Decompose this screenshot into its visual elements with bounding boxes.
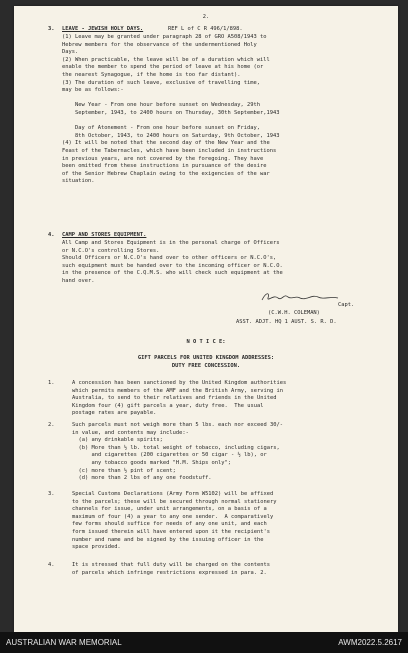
text-line: Feast of the Tabernacles, which have been included in instructions (62, 148, 277, 154)
text-line: Hebrew members for the observance of the undermentioned Holy (62, 41, 257, 48)
text-line: may be as follows:- (62, 87, 124, 94)
text-line: and cigarettes (200 cigarettes or 50 cigar - ½ lb), or (72, 452, 267, 459)
footer-institution: AUSTRALIAN WAR MEMORIAL (6, 638, 122, 647)
text-line: (b) More than ½ lb. total weight of tobacco, including cigars, (72, 444, 280, 451)
text-line: to the parcels; these will be secured through normal stationery (72, 498, 277, 505)
text-line: space provided. (72, 544, 121, 551)
notice-item-number: 4. (48, 562, 55, 568)
text-line: the nearest Synagogue, if the home is too far distant). (62, 72, 241, 78)
text-line: (2) When practicable, the leave will be of a duration which will (62, 56, 270, 63)
text-line: of parcels which infringe restrictions expressed in para. 2. (72, 569, 267, 576)
notice-subheading-2: DUTY FREE CONCESSION. (171, 363, 241, 369)
text-line: such equipment must be handed over to the incoming officer or N.C.O. (62, 262, 283, 269)
text-line: form issued therein will have entered upon it the recipient's (72, 529, 270, 535)
archive-footer (0, 632, 408, 653)
text-line: in value, and contents may include:- (72, 429, 189, 436)
text-line: September, 1943, to 2400 hours on Thursday, 30th September,1943 (62, 110, 280, 116)
text-line: or N.C.O's controlling Stores. (62, 247, 160, 254)
text-line: Australia, to send to their relatives and friends in the United (72, 395, 277, 402)
text-line: postage rates are payable. (72, 410, 157, 417)
notice-item-number: 1. (48, 380, 55, 386)
section-4-heading: CAMP AND STORES EQUIPMENT. (62, 232, 147, 238)
text-line: which permits members of the AMF and the British Army, serving in (72, 387, 283, 394)
section-4-number: 4. (48, 232, 55, 238)
text-line: in the presence of the C.Q.M.S. who will check such equipment at the (62, 270, 283, 277)
signature-title: ASST. ADJT. HQ 1 AUST. S. R. D. (236, 319, 337, 325)
notice-heading: N O T I C E: (186, 339, 226, 345)
text-line: number and name and be signed by the issuing officer in the (72, 536, 264, 543)
section-3-number: 3. (48, 26, 55, 32)
text-line: (1) Leave may be granted under paragraph 28 of GRO A508/1943 to (62, 34, 267, 40)
text-line: in previous years, are not covered by the foregoing. They have (62, 155, 264, 162)
text-line: Special Customs Declarations (Army Form W5102) will be affixed (72, 491, 274, 497)
section-3-heading: LEAVE - JEWISH HOLY DAYS. (62, 26, 144, 32)
text-line: (4) It will be noted that the second day of the New Year and the (62, 140, 270, 147)
text-line: All Camp and Stores Equipment is in the personal charge of Officers (62, 240, 280, 246)
text-line: few forms should suffice for needs of any one unit, and each (72, 521, 267, 528)
text-line: enable the member to spend the period of leave at his home (or (62, 64, 264, 71)
text-line: channels for issue, under unit arrangements, on a basis of a (72, 506, 267, 513)
notice-item-number: 3. (48, 491, 55, 497)
text-line: (a) any drinkable spirits; (72, 437, 163, 444)
text-line: Should Officers or N.C.O's hand over to other officers or N.C.O's, (62, 255, 277, 262)
text-line: maximum of four (4) a year to any one sender. A comparatively (72, 513, 274, 520)
section-3-reference: REF L of C R 496/1/898. (168, 26, 243, 32)
text-line: A concession has been sanctioned by the United Kingdom authorities (72, 380, 287, 386)
text-line: 8th October, 1943, to 2400 hours on Saturday, 9th October, 1943 (62, 132, 280, 139)
signature-name: (C.W.H. COLEMAN) (268, 310, 320, 316)
page-number: 2. (202, 14, 210, 20)
handwritten-signature (260, 290, 340, 304)
text-line: (c) more than ½ pint of scent; (72, 467, 176, 474)
text-line: Kingdom four (4) gift parcels a year, duty free. The usual (72, 402, 264, 409)
footer-accession-number: AWM2022.5.2617 (338, 638, 402, 647)
notice-subheading-1: GIFT PARCELS FOR UNITED KINGDOM ADDRESSES: (137, 355, 275, 361)
document-page (14, 6, 398, 632)
text-line: (3) The duration of such leave, exclusive of travelling time, (62, 79, 260, 86)
text-line: Such parcels must not weigh more than 5 lbs. each nor exceed 30/- (72, 422, 283, 428)
text-line: New Year - From one hour before sunset on Wednesday, 29th (62, 102, 260, 109)
text-line: been omitted from these instructions in pursuance of the desire (62, 163, 267, 170)
text-line: Day of Atonement - From one hour before sunset on Friday, (62, 125, 260, 132)
text-line: any tobacco goods marked "H.M. Ships only"; (72, 460, 232, 466)
text-line: (d) more than 2 lbs of any one foodstuff. (72, 475, 212, 482)
notice-item-number: 2. (48, 422, 55, 428)
text-line: of the Senior Hebrew Chaplain owing to the exigencies of the war (62, 170, 270, 177)
text-line: It is stressed that full duty will be charged on the contents (72, 562, 270, 568)
signature-rank: Capt. (338, 302, 355, 308)
text-line: Days. (62, 49, 79, 56)
text-line: hand over. (62, 278, 95, 284)
text-line: situation. (62, 178, 95, 185)
